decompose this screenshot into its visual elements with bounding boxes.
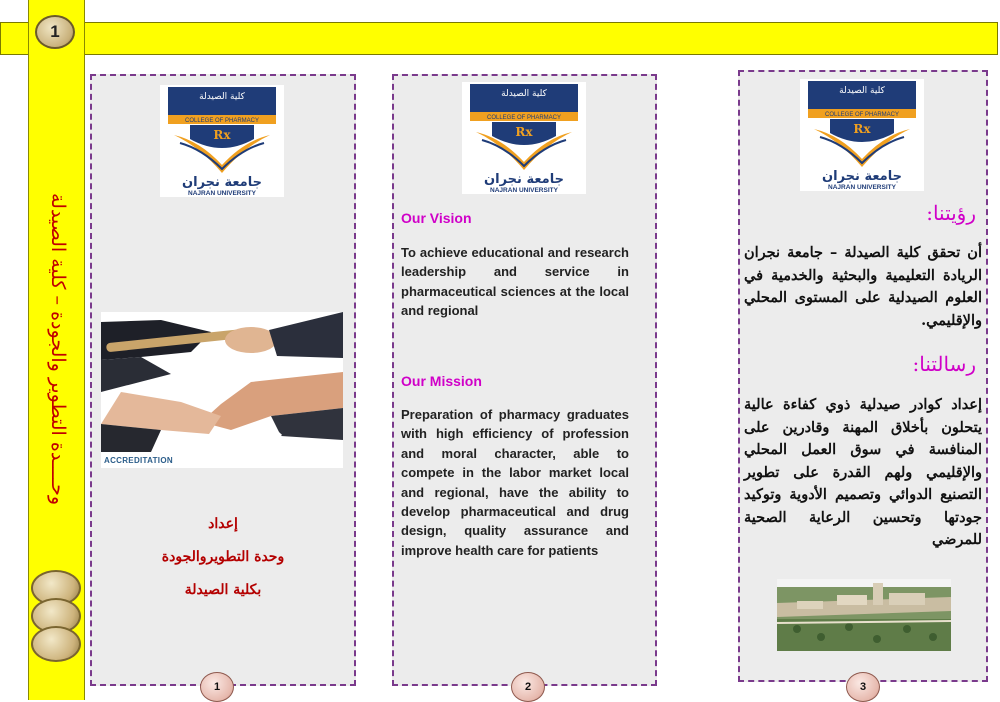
vision-text: To achieve educational and research leadership and service in pharmaceutical sciences at the local and regional	[401, 245, 629, 319]
unit-name: وحدة التطويروالجودة	[161, 549, 285, 565]
arabic-mission-text: إعداد كوادر صيدلية ذوي كفاءة عالية يتحلون بأخلاق المهنة وقادرين على المنافسة في سوق العمل المحلي والإقليمي ولهم القدرة على تطوير التصنيع الدوائي وتصميم الأدوية وتوكيد جودتها وتحسين الرعاية الصحية للمرضي	[744, 396, 982, 548]
arabic-vision-text: أن تحقق كلية الصيدلة – جامعة نجران الريادة التعليمية والبحثية والخدمية في العلوم الصيدلية على المستوى المحلي والإقليمي.	[744, 244, 982, 329]
prepared-by-label: إعداد	[208, 516, 238, 532]
logo-english-college: COLLEGE OF PHARMACY	[184, 118, 260, 124]
logo-english-college: COLLEGE OF PHARMACY	[486, 115, 562, 121]
decorative-oval	[31, 626, 81, 662]
university-logo	[462, 82, 586, 194]
logo-english-college: COLLEGE OF PHARMACY	[824, 112, 900, 118]
logo-rx: Rx	[213, 128, 231, 142]
photo-caption: ACCREDITATION	[104, 456, 173, 465]
logo-english-university: NAJRAN UNIVERSITY	[188, 190, 256, 197]
logo-arabic-university: جامعة نجران	[182, 175, 262, 190]
logo-arabic-college: كلية الصيدلة	[199, 92, 245, 102]
campus-photo	[777, 579, 951, 651]
page-number-1: 1	[200, 672, 234, 702]
logo-arabic-university: جامعة نجران	[822, 169, 902, 184]
page-badge: 1	[35, 15, 75, 49]
page-number-3: 3	[846, 672, 880, 702]
logo-rx: Rx	[515, 125, 533, 139]
logo-arabic-college: كلية الصيدلة	[501, 89, 547, 99]
arabic-vision-heading: رؤيتنا:	[926, 201, 976, 225]
logo-arabic-university: جامعة نجران	[484, 172, 564, 187]
page-number-2: 2	[511, 672, 545, 702]
mission-text: Preparation of pharmacy graduates with high efficiency of profession and moral character, able to compete in the labor market local and regional, have the ability to develop pharmaceutical and drug design, quality assurance and improve health care for patients	[401, 407, 629, 558]
vision-heading: Our Vision	[401, 210, 472, 226]
logo-arabic-college: كلية الصيدلة	[839, 86, 885, 96]
logo-english-university: NAJRAN UNIVERSITY	[828, 184, 896, 191]
panel-cover-text	[90, 0, 356, 700]
college-name: بكلية الصيدلة	[184, 582, 262, 598]
logo-english-university: NAJRAN UNIVERSITY	[490, 187, 558, 194]
mission-heading: Our Mission	[401, 373, 482, 389]
vertical-title: وحــــدة التطوير والجودة – كلية الصيدلة	[47, 192, 69, 505]
university-logo	[800, 79, 924, 191]
arabic-mission-heading: رسالتنا:	[912, 352, 976, 376]
logo-rx: Rx	[853, 122, 871, 136]
